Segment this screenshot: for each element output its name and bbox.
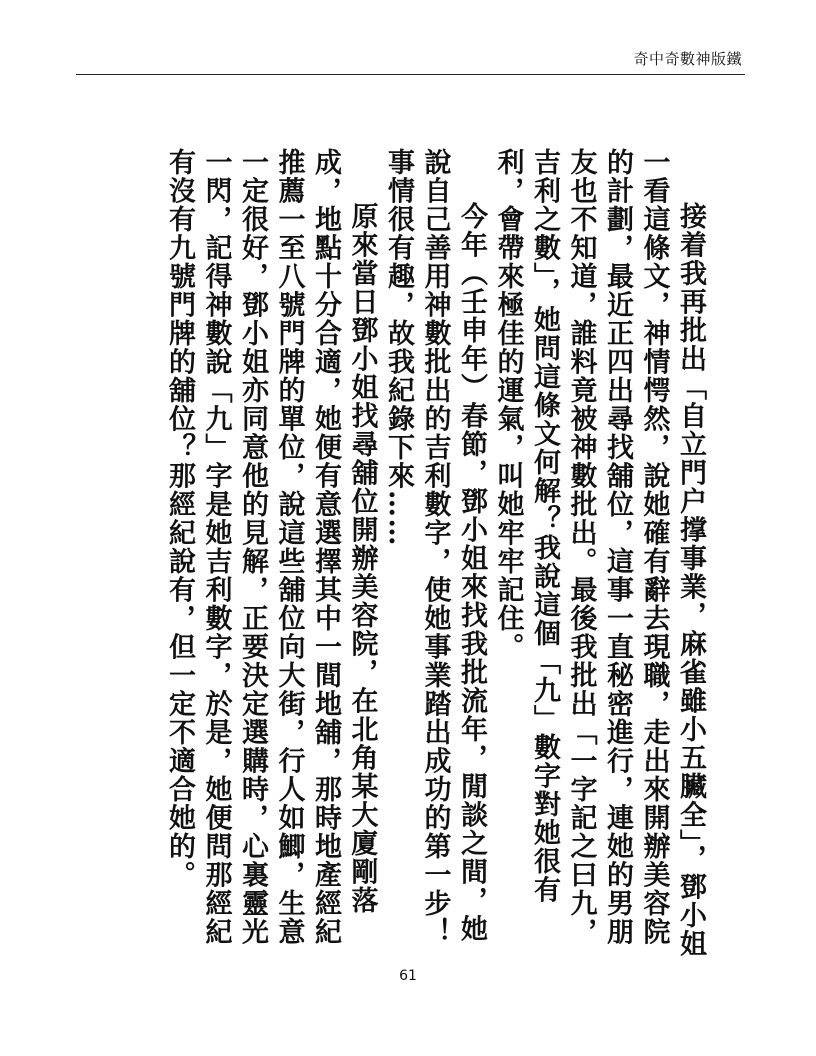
paragraph-1: 接着我再批出「自立門户撑事業，麻雀雖小五臟全」，鄧小姐一看這條文，神情愕然，說她確有辭去現職，走出來開辦美容院的計劃，最近正四出尋找舖位，這事一直秘密進行，連她的男朋友也不知道，誰料竟被神數批出。最後我批出「一字記之曰九，吉利之數」，她問這條文何解？我說這個「九」數字對她很有利，會帶來極佳的運氣，叫她牢牢記住。 <box>492 148 706 958</box>
running-header-title: 奇中奇數神版鐵 <box>633 50 742 68</box>
paragraph-2: 今年（壬申年）春節，鄧小姐來找我批流年，閒談之間，她說自己善用神數批出的吉利數字，使她事業踏出成功的第一步！事情很有趣，故我紀錄下來…… <box>383 148 487 946</box>
paragraph-3: 原來當日鄧小姐找尋舖位開辦美容院，在北角某大廈剛落成，地點十分合適，她便有意選擇其中一間地舖，那時地產經紀推薦一至八號門牌的單位，說這些舖位向大街，行人如鯽，生意一定很好，鄧小姐亦同意他的見解，正要決定選購時，心裏靈光一閃，記得神數說「九」字是她吉利數字，於是，她便問那經紀有沒有九號門牌的舖位？那經紀說有，但一定不適合她的。 <box>164 148 378 946</box>
page-number: 61 <box>399 968 417 984</box>
vertical-body-text <box>161 148 709 958</box>
header-divider <box>76 74 745 75</box>
